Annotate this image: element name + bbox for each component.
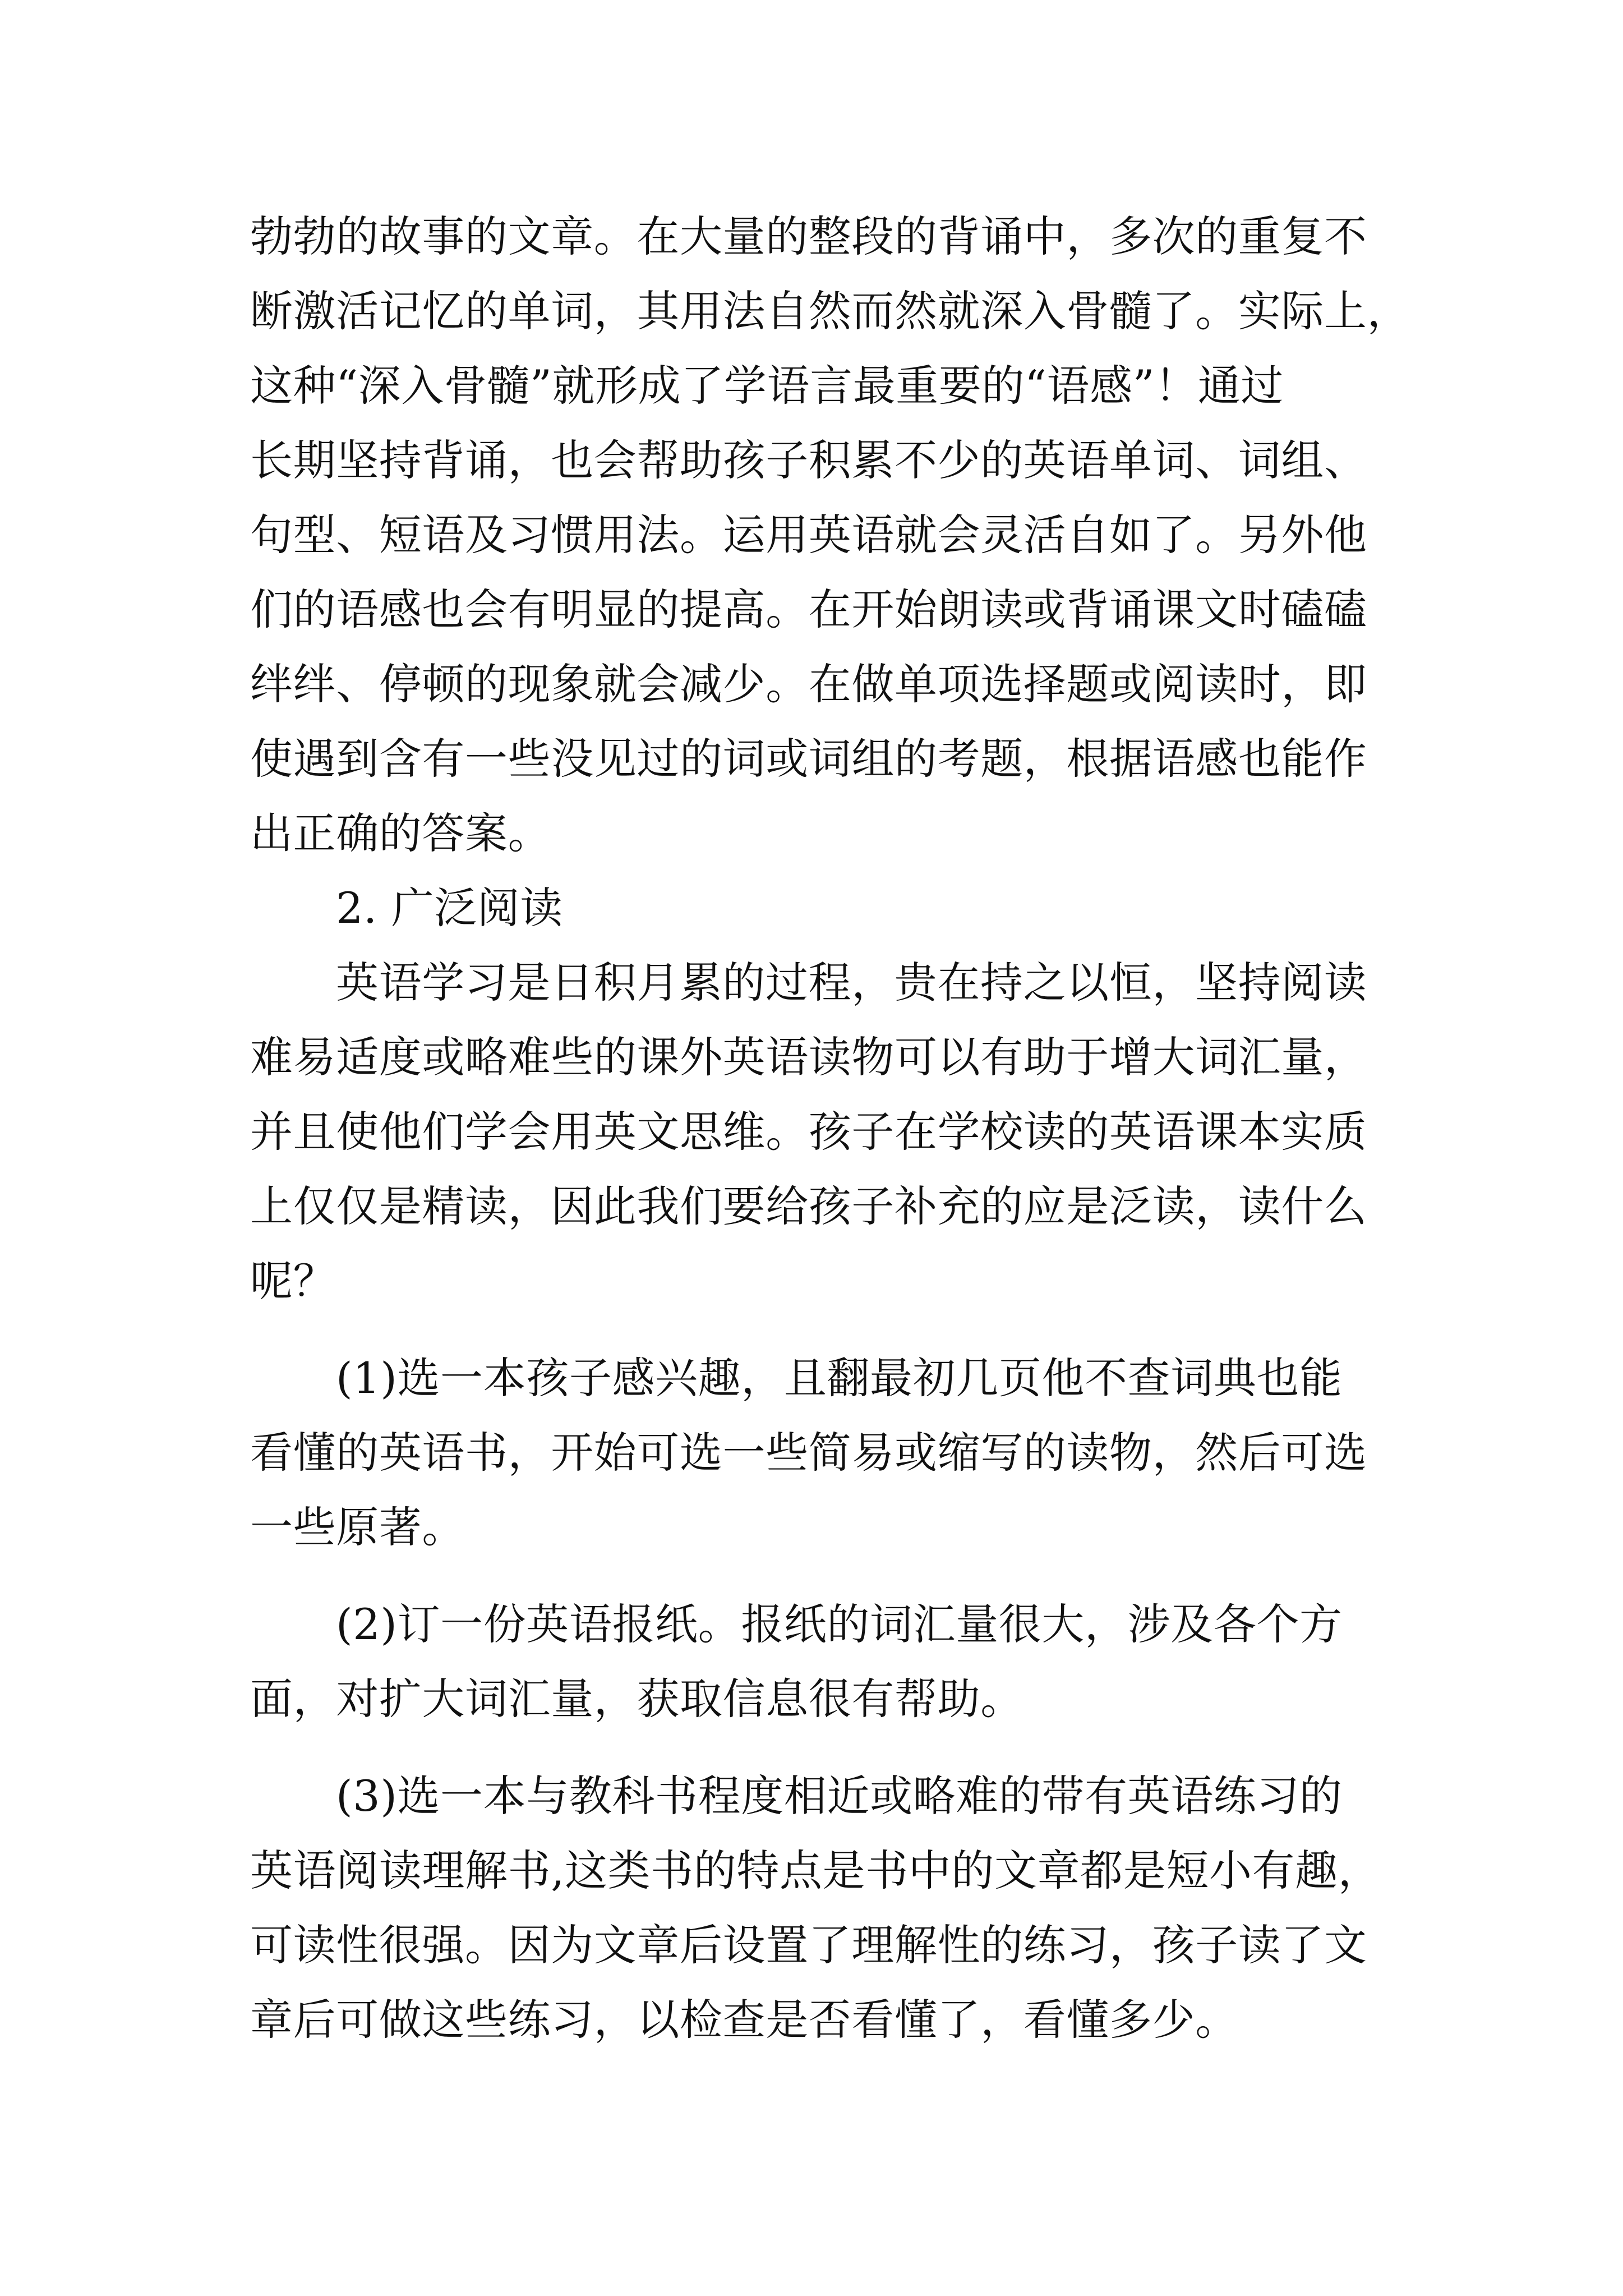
paragraph-spacer <box>250 1565 1389 1587</box>
text-line: 句型、短语及习惯用法。运用英语就会灵活自如了。另外他 <box>250 510 1367 560</box>
text-line: 这种“深入骨髓”就形成了学语言最重要的“语感”！通过 <box>250 361 1284 411</box>
text-line: 难易适度或略难些的课外英语读物可以有助于增大词汇量， <box>250 1032 1367 1082</box>
paragraph-extensive-reading <box>250 945 1389 1318</box>
text-line: 们的语感也会有明显的提高。在开始朗读或背诵课文时磕磕 <box>250 585 1367 634</box>
paragraph-spacer <box>250 1736 1389 1759</box>
paragraph-spacer <box>250 1318 1389 1341</box>
text-line: 勃勃的故事的文章。在大量的整段的背诵中，多次的重复不 <box>250 211 1367 261</box>
text-line: 可读性很强。因为文章后设置了理解性的练习，孩子读了文 <box>250 1920 1367 1970</box>
list-item-1 <box>250 1341 1389 1565</box>
text-line: 面，对扩大词汇量，获取信息很有帮助。 <box>250 1674 1023 1724</box>
text-line: 呢？ <box>250 1256 336 1306</box>
text-line: 章后可做这些练习，以检查是否看懂了，看懂多少。 <box>250 1995 1238 2045</box>
text-line: (3)选一本与教科书程度相近或略难的带有英语练习的 <box>336 1771 1343 1821</box>
text-line: 看懂的英语书，开始可选一些简易或缩写的读物，然后可选 <box>250 1428 1367 1478</box>
section-heading: 2. 广泛阅读 <box>336 883 563 933</box>
text-line: 英语学习是日积月累的过程，贵在持之以恒，坚持阅读 <box>336 958 1367 1007</box>
text-line: 一些原著。 <box>250 1502 465 1552</box>
text-line: 绊绊、停顿的现象就会减少。在做单项选择题或阅读时，即 <box>250 659 1367 709</box>
text-line: 并且使他们学会用英文思维。孩子在学校读的英语课本实质 <box>250 1107 1367 1157</box>
text-line: 使遇到含有一些没见过的词或词组的考题，根据语感也能作 <box>250 734 1367 784</box>
document-body <box>250 199 1410 2057</box>
list-item-2 <box>250 1587 1389 1736</box>
text-line: 断激活记忆的单词，其用法自然而然就深入骨髓了。实际上， <box>250 286 1410 336</box>
paragraph-reciting-benefits <box>250 199 1410 871</box>
text-line: (2)订一份英语报纸。报纸的词汇量很大，涉及各个方 <box>336 1599 1343 1649</box>
text-line: 英语阅读理解书,这类书的特点是书中的文章都是短小有趣， <box>250 1846 1381 1895</box>
text-line: 上仅仅是精读，因此我们要给孩子补充的应是泛读，读什么 <box>250 1181 1367 1231</box>
text-line: 长期坚持背诵，也会帮助孩子积累不少的英语单词、词组、 <box>250 435 1367 485</box>
list-item-3 <box>250 1759 1389 2057</box>
text-line: 出正确的答案。 <box>250 808 551 858</box>
text-line: (1)选一本孩子感兴趣，且翻最初几页他不查词典也能 <box>336 1353 1343 1403</box>
